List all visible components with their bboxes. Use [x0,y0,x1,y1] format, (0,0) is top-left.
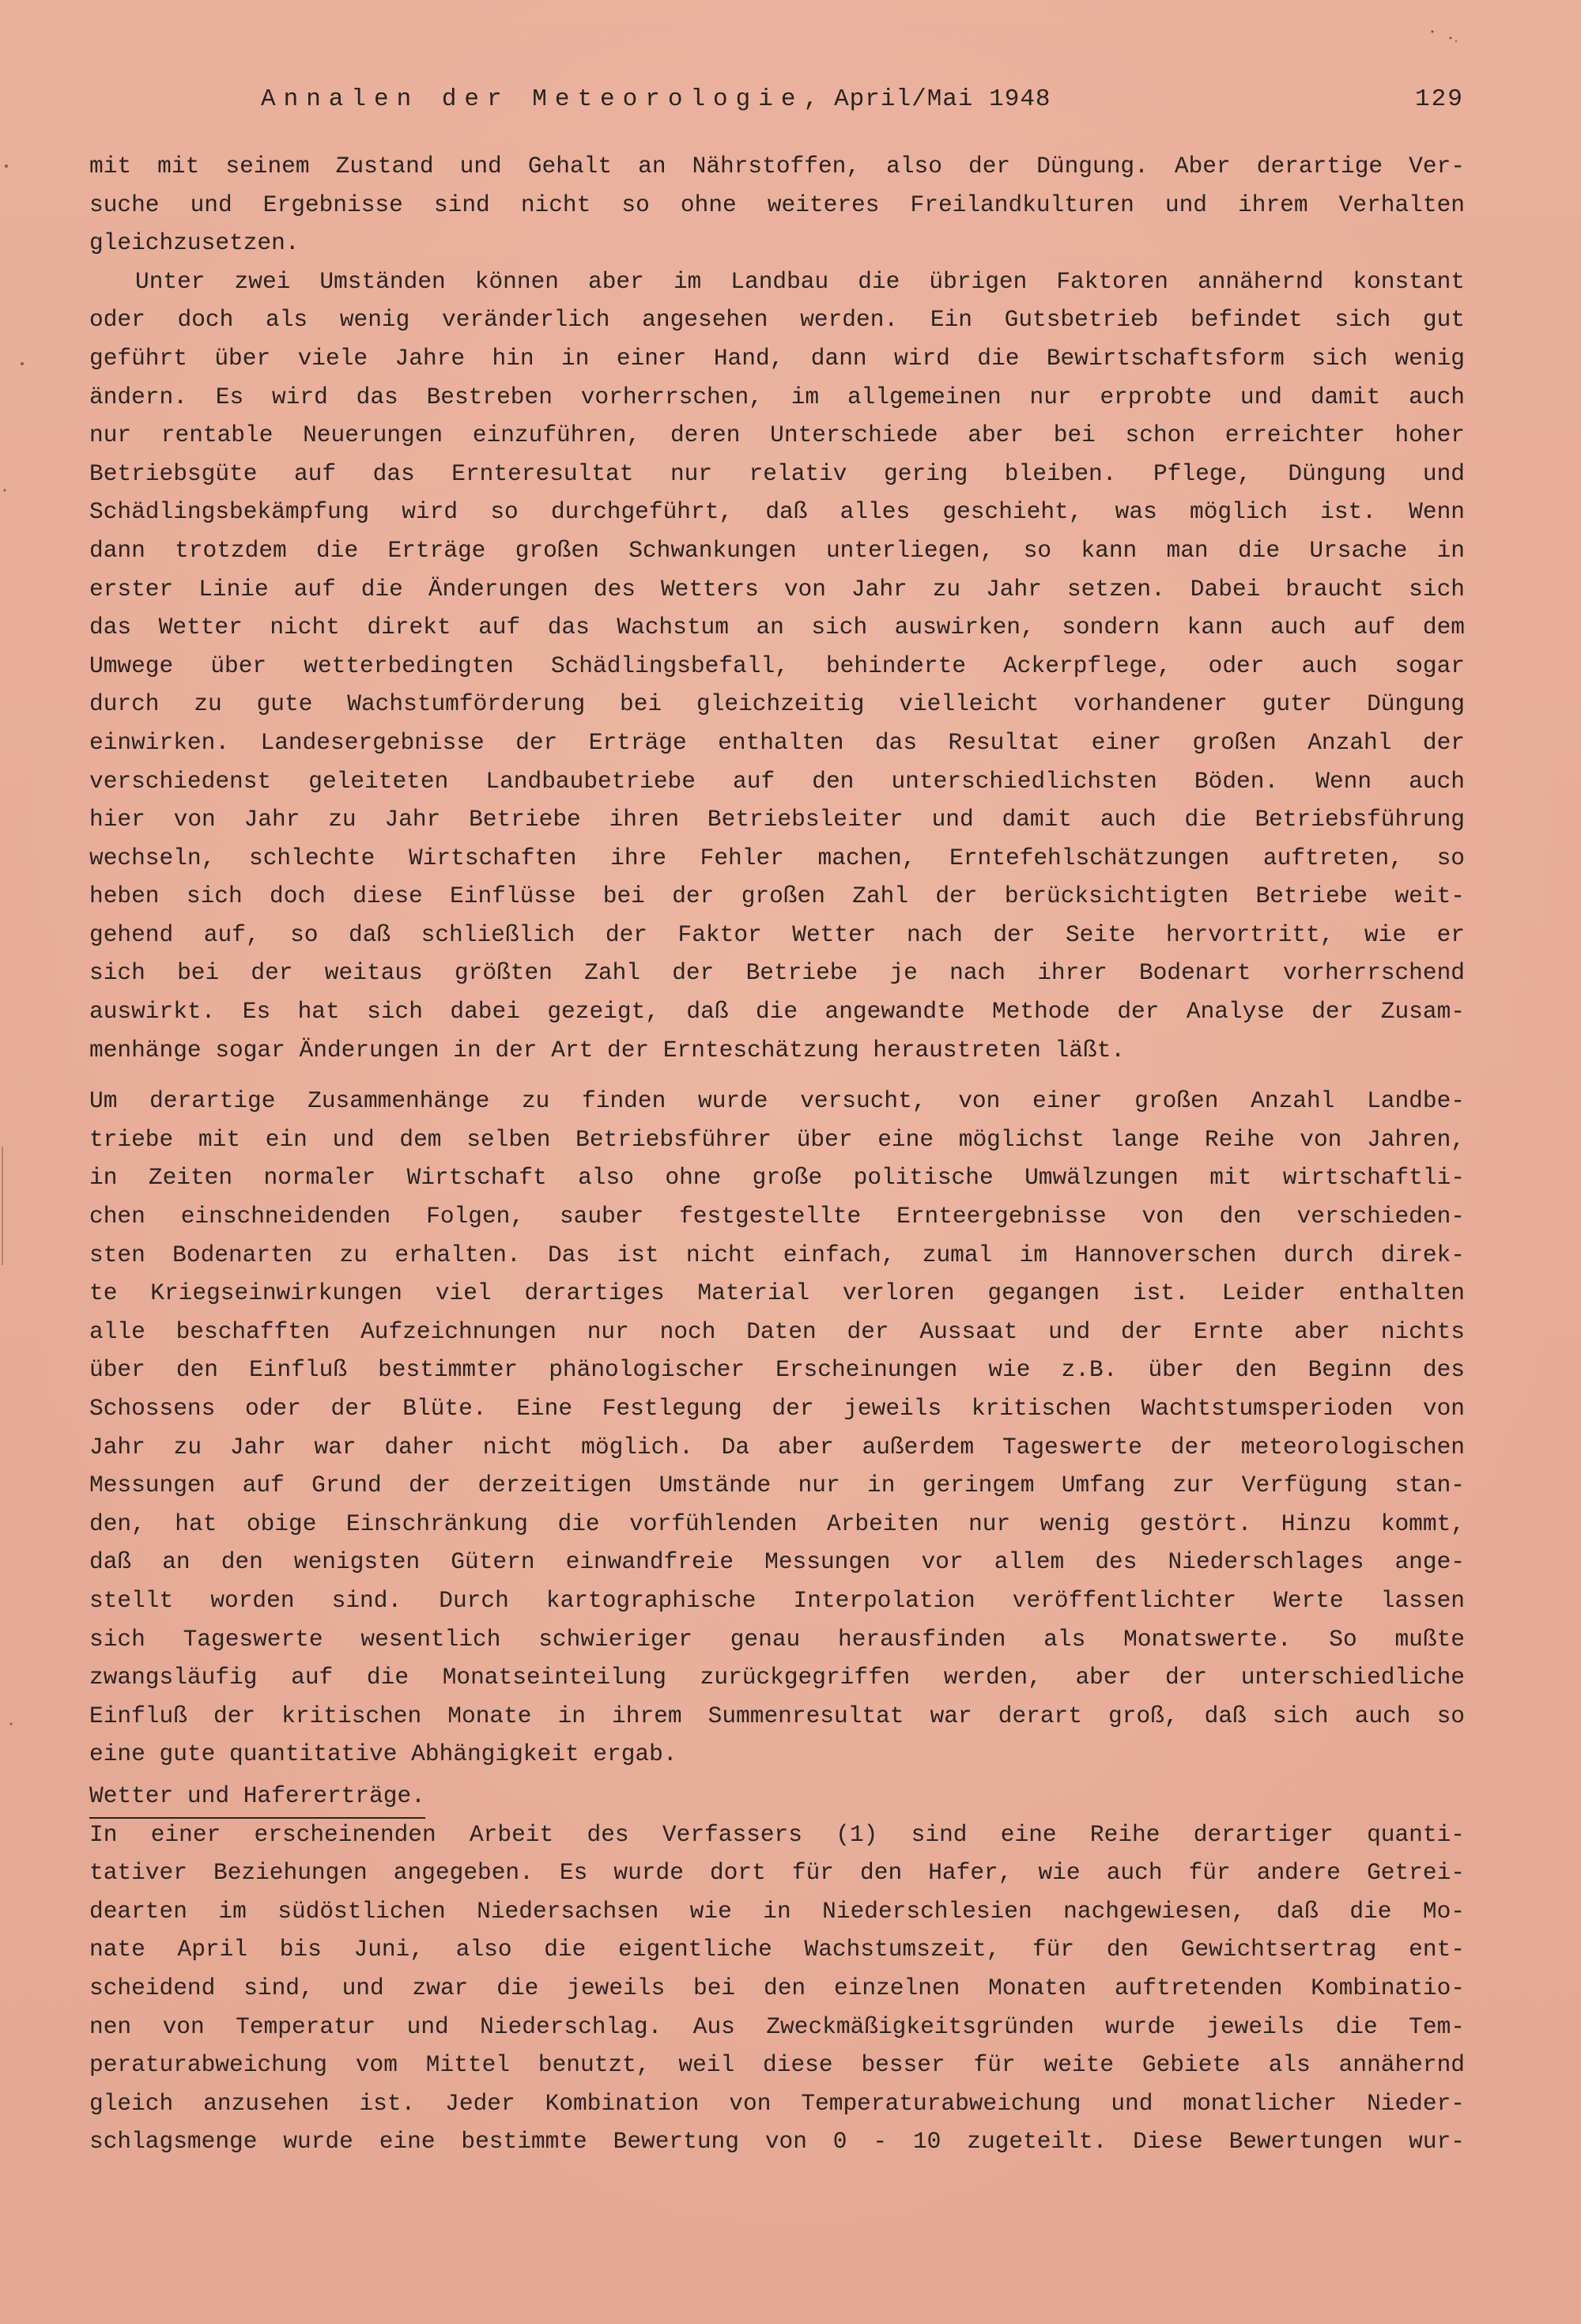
text-line: chen einschneidenden Folgen, sauber festgestellte Ernteergebnisse von den verschieden- [89,1203,1465,1230]
text-line: tativer Beziehungen angegeben. Es wurde dort für den Hafer, wie auch für andere Getrei- [89,1859,1465,1887]
text-line: wechseln, schlechte Wirtschaften ihre Fehler machen, Erntefehlschätzungen auftreten, so [89,844,1465,871]
text-line: gehend auf, so daß schließlich der Faktor Wetter nach der Seite hervortritt, wie er [89,920,1465,948]
text-line: sich Tageswerte wesentlich schwieriger genau herausfinden als Monatswerte. So mußte [89,1625,1465,1653]
text-line: nur rentable Neuerungen einzuführen, deren Unterschiede aber bei schon erreichter hoher [89,421,1465,449]
text-line: In einer erscheinenden Arbeit des Verfassers (1) sind eine Reihe derartiger quanti- [89,1820,1465,1848]
text-line: Jahr zu Jahr war daher nicht möglich. Da aber außerdem Tageswerte der meteorologischen [89,1433,1465,1461]
section-heading: Wetter und Hafererträge. [89,1777,425,1819]
text-line: den, hat obige Einschränkung die vorfühlenden Arbeiten nur wenig gestört. Hinzu kommt, [89,1510,1465,1537]
text-line: einwirken. Landesergebnisse der Erträge enthalten das Resultat einer großen Anzahl der [89,728,1465,756]
text-line: oder doch als wenig veränderlich angesehen werden. Ein Gutsbetrieb befindet sich gut [89,306,1465,334]
text-line: triebe mit ein und dem selben Betriebsführer über eine möglichst lange Reihe von Jahren, [89,1125,1465,1153]
text-line: das Wetter nicht direkt auf das Wachstum an sich auswirken, sondern kann auch auf dem [89,614,1465,641]
text-line: gleichzusetzen. [89,229,300,257]
text-line: geführt über viele Jahre hin in einer Hand, dann wird die Bewirtschaftsform sich wenig [89,344,1465,372]
text-line: ändern. Es wird das Bestreben vorherrschen, im allgemeinen nur erprobte und damit auch [89,383,1465,410]
text-line: Um derartige Zusammenhänge zu finden wurde versucht, von einer großen Anzahl Landbe- [89,1087,1465,1115]
text-line: stellt worden sind. Durch kartographische Interpolation veröffentlichter Werte lassen [89,1586,1465,1614]
text-line: scheidend sind, und zwar die jeweils bei den einzelnen Monaten auftretenden Kombinatio- [89,1974,1465,2001]
text-line: Messungen auf Grund der derzeitigen Umstände nur in geringem Umfang zur Verfügung stan- [89,1472,1465,1499]
page-number: 129 [1415,85,1464,113]
issue-date: April/Mai 1948 [834,85,1051,113]
text-line: erster Linie auf die Änderungen des Wetters von Jahr zu Jahr setzen. Dabei braucht sich [89,575,1465,603]
text-line: durch zu gute Wachstumförderung bei gleichzeitig vielleicht vorhandener guter Düngung [89,690,1465,718]
text-line: heben sich doch diese Einflüsse bei der großen Zahl der berücksichtigten Betriebe weit- [89,882,1465,910]
text-line: nate April bis Juni, also die eigentliche Wachstumszeit, für den Gewichtsertrag ent- [89,1936,1465,1963]
text-line: Einfluß der kritischen Monate in ihrem Summenresultat war derart groß, daß sich auch so [89,1702,1465,1729]
text-line: eine gute quantitative Abhängigkeit ergab. [89,1740,677,1768]
text-line: auswirkt. Es hat sich dabei gezeigt, daß die angewandte Methode der Analyse der Zusam- [89,998,1465,1026]
journal-title: Annalen der Meteorologie, [261,85,827,113]
text-line: daß an den wenigsten Gütern einwandfreie Messungen vor allem des Niederschlages ange- [89,1548,1465,1576]
text-line: verschiedenst geleiteten Landbaubetriebe auf den unterschiedlichsten Böden. Wenn auch [89,767,1465,795]
text-line: Unter zwei Umständen können aber im Landbau die übrigen Faktoren annähernd konstant [135,267,1465,295]
text-line: schlagsmenge wurde eine bestimmte Bewertung von 0 - 10 zugeteilt. Diese Bewertungen wur- [89,2128,1465,2156]
text-line: Betriebsgüte auf das Ernteresultat nur relativ gering bleiben. Pflege, Düngung und [89,459,1465,487]
text-line: menhänge sogar Änderungen in der Art der Ernteschätzung heraustreten läßt. [89,1036,1126,1064]
text-line: hier von Jahr zu Jahr Betriebe ihren Betriebsleiter und damit auch die Betriebsführung [89,806,1465,833]
text-line: sten Bodenarten zu erhalten. Das ist nicht einfach, zumal im Hannoverschen durch direk- [89,1241,1465,1268]
text-line: mit mit seinem Zustand und Gehalt an Nährstoffen, also der Düngung. Aber derartige Ver- [89,153,1465,179]
text-line: peraturabweichung vom Mittel benutzt, weil diese besser für weite Gebiete als annähernd [89,2051,1465,2079]
text-line: alle beschafften Aufzeichnungen nur noch Daten der Aussaat und der Ernte aber nichts [89,1317,1465,1345]
text-line: Schädlingsbekämpfung wird so durchgeführt, daß alles geschieht, was möglich ist. Wenn [89,498,1465,526]
text-line: nen von Temperatur und Niederschlag. Aus Zweckmäßigkeitsgründen wurde jeweils die Tem- [89,2012,1465,2040]
text-line: zwangsläufig auf die Monatseinteilung zurückgegriffen werden, aber der unterschiedliche [89,1664,1465,1691]
text-line: über den Einfluß bestimmter phänologischer Erscheinungen wie z.B. über den Beginn des [89,1356,1465,1384]
text-line: dearten im südöstlichen Niedersachsen wie in Niederschlesien nachgewiesen, daß die Mo- [89,1897,1465,1925]
text-line: te Kriegseinwirkungen viel derartiges Material verloren gegangen ist. Leider enthalten [89,1279,1465,1307]
text-line: gleich anzusehen ist. Jeder Kombination von Temperaturabweichung und monatlicher Nieder- [89,2089,1465,2117]
text-line: Umwege über wetterbedingten Schädlingsbefall, behinderte Ackerpflege, oder auch sogar [89,652,1465,679]
text-line: dann trotzdem die Erträge großen Schwankungen unterliegen, so kann man die Ursache in [89,536,1465,564]
text-line: in Zeiten normaler Wirtschaft also ohne große politische Umwälzungen mit wirtschaftli- [89,1164,1465,1192]
text-line: sich bei der weitaus größten Zahl der Betriebe je nach ihrer Bodenart vorherrschend [89,959,1465,987]
text-line: suche und Ergebnisse sind nicht so ohne weiteres Freilandkulturen und ihrem Verhalten [89,191,1465,218]
text-line: Schossens oder der Blüte. Eine Festlegung der jeweils kritischen Wachtstumsperioden von [89,1395,1465,1422]
